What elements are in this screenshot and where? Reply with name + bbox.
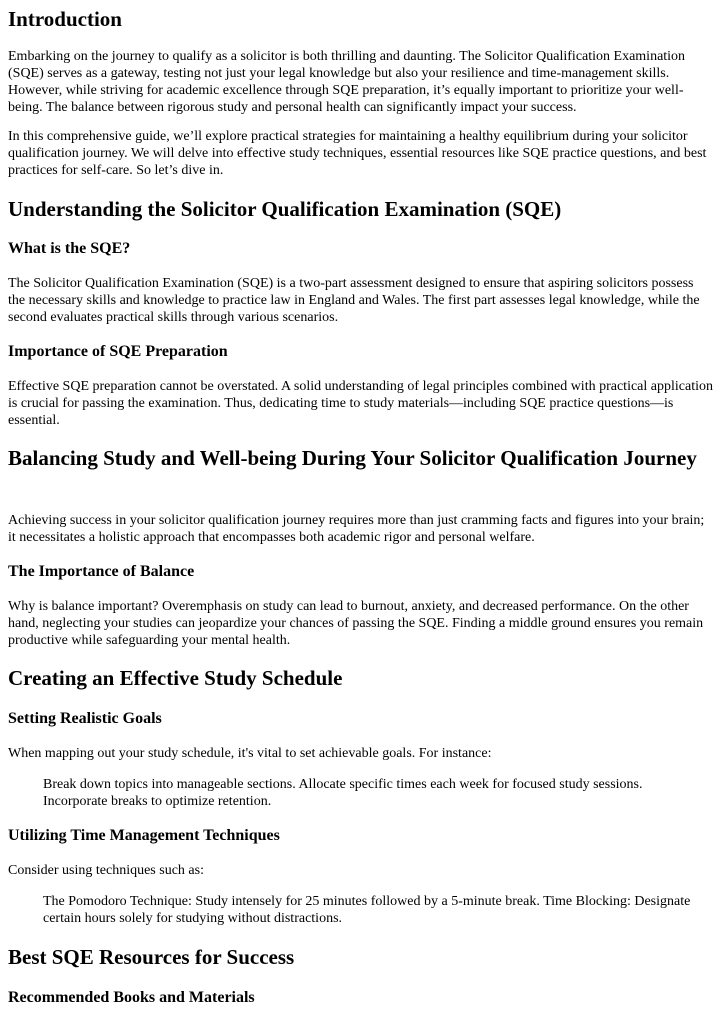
importance-of-balance-paragraph: Why is balance important? Overemphasis on study can lead to burnout, anxiety, and decreased performance. On the other hand, neglecting your studies can jeopardize your chances of passing the SQE. Finding a middle ground ensures you remain productive while safeguarding your mental health. bbox=[8, 599, 704, 648]
introduction-paragraph-1: Embarking on the journey to qualify as a solicitor is both thrilling and daunting. The Solicitor Qualification Examination (SQE) serves as a gateway, testing not just your legal knowledge but also your resilience and time-management skills. However, while striving for academic excellence through SQE preparation, it’s equally important to prioritize your well-being. The balance between rigorous study and personal health can significantly impact your success. bbox=[8, 49, 686, 115]
balancing-study-heading: Balancing Study and Well-being During Your Solicitor Qualification Journey bbox=[8, 446, 697, 470]
time-management-heading: Utilizing Time Management Techniques bbox=[8, 827, 280, 844]
realistic-goals-paragraph: When mapping out your study schedule, it's vital to set achievable goals. For instance: bbox=[8, 746, 492, 761]
realistic-goals-heading: Setting Realistic Goals bbox=[8, 710, 162, 727]
introduction-paragraph-2: In this comprehensive guide, we’ll explore practical strategies for maintaining a healthy equilibrium during your solicitor qualification journey. We will delve into effective study techniques, essential resources like SQE practice questions, and best practices for self-care. So let’s dive in. bbox=[8, 129, 707, 178]
recommended-books-heading: Recommended Books and Materials bbox=[8, 989, 255, 1006]
time-management-paragraph: Consider using techniques such as: bbox=[8, 863, 204, 878]
sqe-preparation-paragraph: Effective SQE preparation cannot be overstated. A solid understanding of legal principles combined with practical application is crucial for passing the examination. Thus, dedicating time to study materials—including SQE practice questions—is essential. bbox=[8, 379, 713, 428]
realistic-goals-list: Break down topics into manageable sections. Allocate specific times each week for focused study sessions. Incorporate breaks to optimize retention. bbox=[43, 777, 643, 809]
time-management-list: The Pomodoro Technique: Study intensely for 25 minutes followed by a 5-minute break. Time Blocking: Designate certain hours solely for studying without distractions. bbox=[43, 894, 691, 926]
sqe-preparation-heading: Importance of SQE Preparation bbox=[8, 343, 228, 360]
importance-of-balance-heading: The Importance of Balance bbox=[8, 563, 195, 580]
what-is-sqe-heading: What is the SQE? bbox=[8, 240, 131, 257]
sqe-resources-heading: Best SQE Resources for Success bbox=[8, 945, 295, 969]
study-schedule-heading: Creating an Effective Study Schedule bbox=[8, 666, 343, 690]
understanding-sqe-heading: Understanding the Solicitor Qualification Examination (SQE) bbox=[8, 197, 562, 221]
balancing-study-paragraph: Achieving success in your solicitor qualification journey requires more than just cramming facts and figures into your brain; it necessitates a holistic approach that encompasses both academic rigor and personal welfare. bbox=[8, 513, 705, 545]
what-is-sqe-paragraph: The Solicitor Qualification Examination (SQE) is a two-part assessment designed to ensure that aspiring solicitors possess the necessary skills and knowledge to practice law in England and Wales. The first part assesses legal knowledge, while the second evaluates practical skills through various scenarios. bbox=[8, 276, 700, 325]
introduction-heading: Introduction bbox=[8, 7, 122, 31]
